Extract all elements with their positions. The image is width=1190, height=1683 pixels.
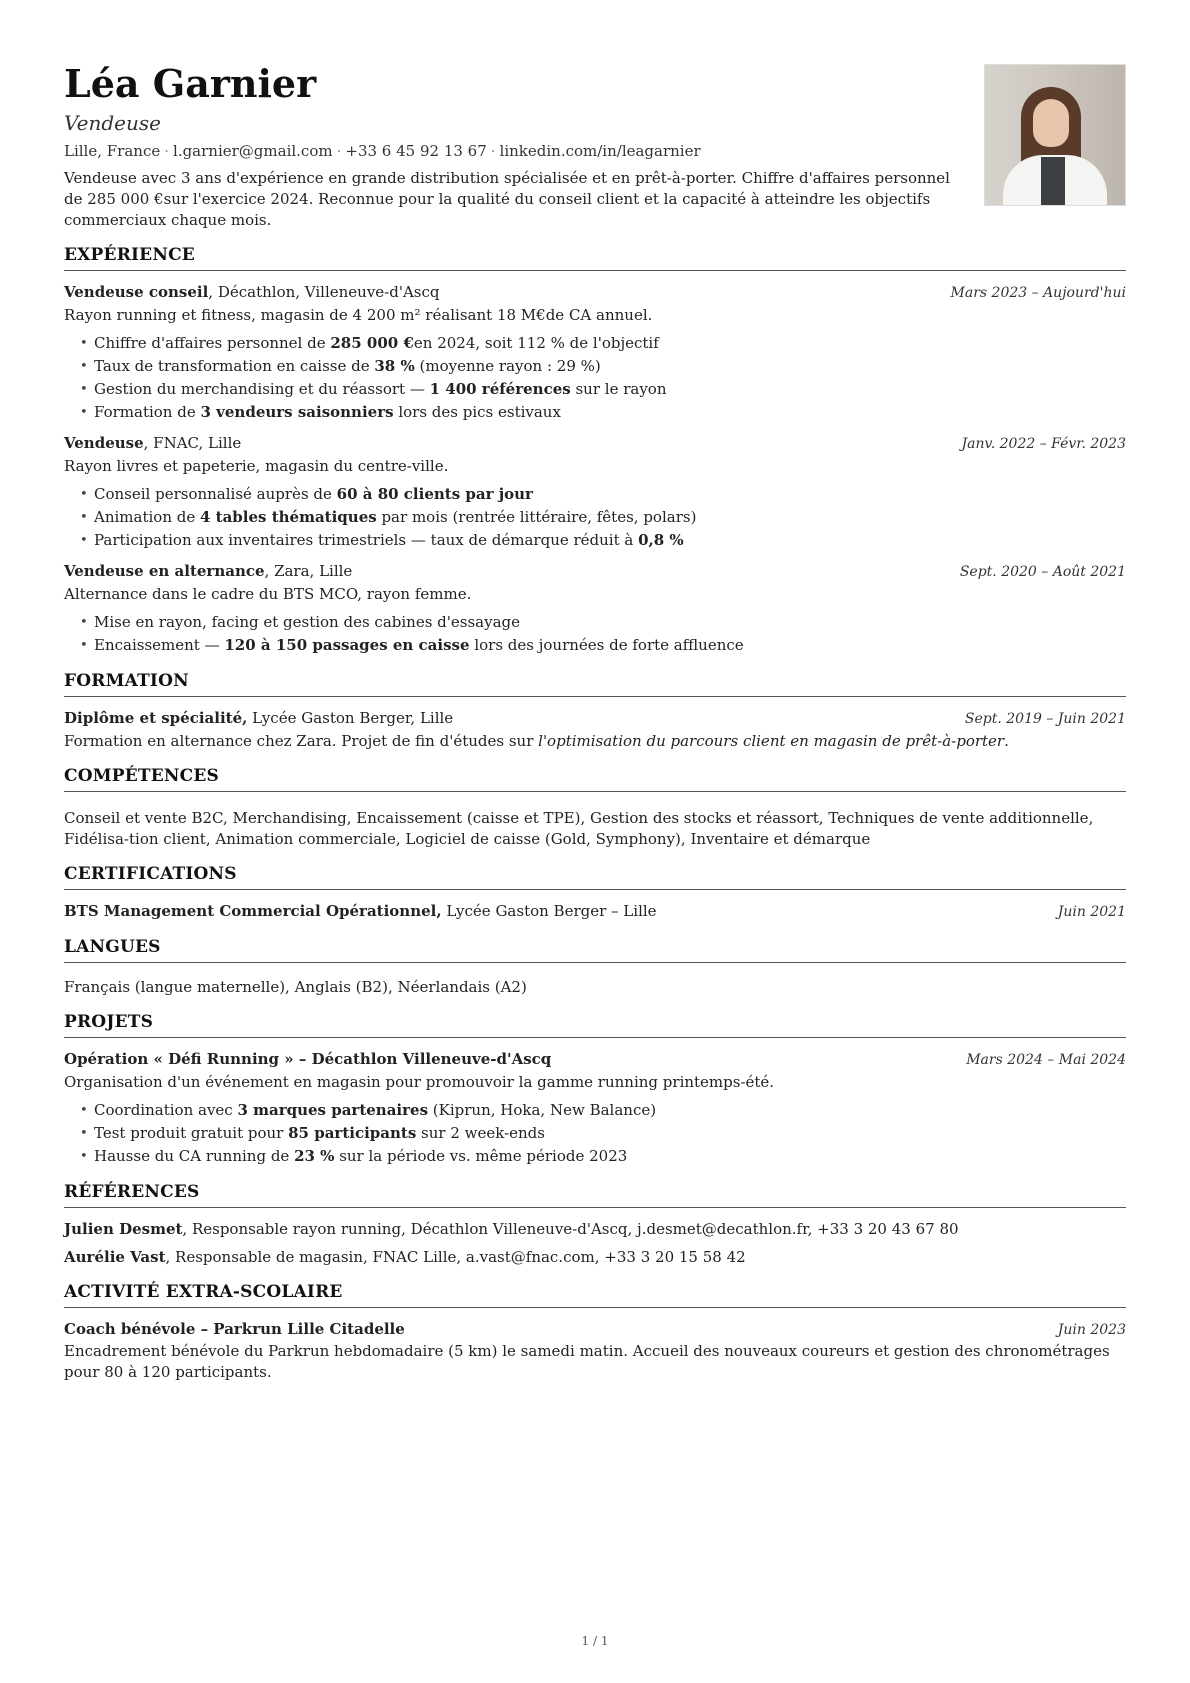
list-item: • Participation aux inventaires trimestriels — taux de démarque réduit à 0,8 % — [94, 529, 1126, 552]
list-item: • Animation de 4 tables thématiques par mois (rentrée littéraire, fêtes, polars) — [94, 506, 1126, 529]
section-skills — [64, 764, 1126, 850]
section-title: ACTIVITÉ EXTRA-SCOLAIRE — [64, 1280, 1126, 1308]
list-item: • Hausse du CA running de 23 % sur la période vs. même période 2023 — [94, 1145, 1126, 1168]
section-title: COMPÉTENCES — [64, 764, 1126, 792]
job-description: Rayon running et fitness, magasin de 4 200 m² réalisant 18 M€de CA annuel. — [64, 306, 653, 324]
section-title: RÉFÉRENCES — [64, 1180, 1126, 1208]
education-description: Formation en alternance chez Zara. Projet de fin d'études sur l'optimisation du parcours client en magasin de prêt-à-porter. — [64, 732, 1009, 750]
profile-summary: Vendeuse avec 3 ans d'expérience en grande distribution spécialisée et en prêt-à-porter. Chiffre d'affaires personnel de 285 000 €sur l'exercice 2024. Reconnue pour la qualité du conseil client et la capacité à atteindre les objectifs commerciaux chaque mois. — [64, 169, 950, 229]
project-entry — [64, 1048, 1126, 1168]
job-role: Vendeuse — [64, 434, 144, 452]
separator: · — [164, 142, 170, 160]
reference-name: Julien Desmet — [64, 1220, 183, 1238]
entry-header — [64, 560, 1126, 583]
job-org: , Zara, Lille — [264, 562, 353, 580]
list-item: • Chiffre d'affaires personnel de 285 000 €en 2024, soit 112 % de l'objectif — [94, 332, 1126, 355]
languages-list: Français (langue maternelle), Anglais (B2), Néerlandais (A2) — [64, 978, 527, 996]
reference-entry — [64, 1246, 1126, 1268]
list-item: • Conseil personnalisé auprès de 60 à 80 clients par jour — [94, 483, 1126, 506]
experience-entry — [64, 281, 1126, 424]
list-item: • Mise en rayon, facing et gestion des cabines d'essayage — [94, 611, 1126, 634]
entry-header — [64, 1048, 1126, 1071]
section-title: LANGUES — [64, 935, 1126, 963]
job-date: Sept. 2020 – Août 2021 — [959, 564, 1126, 580]
section-title: FORMATION — [64, 669, 1126, 697]
job-bullets — [64, 611, 1126, 657]
job-date: Mars 2023 – Aujourd'hui — [950, 285, 1126, 301]
activity-description: Encadrement bénévole du Parkrun hebdomadaire (5 km) le samedi matin. Accueil des nouveaux coureurs et gestion des chronométrages pour 80 à 120 participants. — [64, 1342, 1110, 1381]
contact-location: Lille, France — [64, 142, 161, 160]
candidate-role: Vendeuse — [64, 111, 161, 135]
section-title: EXPÉRIENCE — [64, 243, 1126, 271]
list-item: • Formation de 3 vendeurs saisonniers lors des pics estivaux — [94, 401, 1126, 424]
degree-name: Diplôme et spécialité, — [64, 709, 248, 727]
entry-header — [64, 281, 1126, 304]
certification-org: Lycée Gaston Berger – Lille — [441, 902, 657, 920]
job-date: Janv. 2022 – Févr. 2023 — [961, 436, 1126, 452]
project-description: Organisation d'un événement en magasin pour promouvoir la gamme running printemps-été. — [64, 1073, 775, 1091]
section-title: CERTIFICATIONS — [64, 862, 1126, 890]
activity-date: Juin 2023 — [1057, 1322, 1126, 1338]
reference-entry — [64, 1218, 1126, 1240]
section-languages — [64, 935, 1126, 998]
section-title: PROJETS — [64, 1010, 1126, 1038]
list-item: • Test produit gratuit pour 85 participants sur 2 week-ends — [94, 1122, 1126, 1145]
experience-entry — [64, 560, 1126, 657]
certification-entry — [64, 900, 1126, 923]
job-role: Vendeuse en alternance — [64, 562, 265, 580]
section-references — [64, 1180, 1126, 1268]
certification-date: Juin 2021 — [1057, 904, 1126, 920]
education-entry — [64, 707, 1126, 752]
activity-entry — [64, 1318, 1126, 1383]
entry-header — [64, 432, 1126, 455]
contact-linkedin[interactable]: linkedin.com/in/leagarnier — [499, 142, 701, 160]
skills-list: Conseil et vente B2C, Merchandising, Encaissement (caisse et TPE), Gestion des stocks et réassort, Techniques de vente additionnelle, Fidélisa-tion client, Animation commerciale, Logiciel de caisse (Gold, Symphony), Inventaire et démarque — [64, 809, 1094, 848]
section-certifications — [64, 862, 1126, 923]
reference-name: Aurélie Vast — [64, 1248, 166, 1266]
entry-header — [64, 707, 1126, 730]
reference-details: , Responsable de magasin, FNAC Lille, a.vast@fnac.com, +33 3 20 15 58 42 — [165, 1248, 746, 1266]
contact-phone: +33 6 45 92 13 67 — [345, 142, 487, 160]
resume-header — [64, 60, 1126, 231]
section-experience — [64, 243, 1126, 657]
list-item: • Gestion du merchandising et du réassort — 1 400 références sur le rayon — [94, 378, 1126, 401]
job-role: Vendeuse conseil — [64, 283, 209, 301]
job-bullets — [64, 483, 1126, 552]
project-bullets — [64, 1099, 1126, 1168]
job-org: , Décathlon, Villeneuve-d'Ascq — [208, 283, 440, 301]
separator: · — [490, 142, 496, 160]
contact-line — [64, 140, 1126, 162]
list-item: • Taux de transformation en caisse de 38 % (moyenne rayon : 29 %) — [94, 355, 1126, 378]
separator: · — [336, 142, 342, 160]
education-date: Sept. 2019 – Juin 2021 — [964, 711, 1126, 727]
resume-content — [64, 60, 1126, 1391]
job-description: Rayon livres et papeterie, magasin du centre-ville. — [64, 457, 449, 475]
contact-email[interactable]: l.garnier@gmail.com — [173, 142, 333, 160]
section-education — [64, 669, 1126, 752]
section-projects — [64, 1010, 1126, 1168]
list-item: • Coordination avec 3 marques partenaires (Kiprun, Hoka, New Balance) — [94, 1099, 1126, 1122]
section-extracurricular — [64, 1280, 1126, 1383]
entry-header — [64, 1318, 1126, 1341]
experience-entry — [64, 432, 1126, 552]
job-description: Alternance dans le cadre du BTS MCO, rayon femme. — [64, 585, 472, 603]
activity-name: Coach bénévole – Parkrun Lille Citadelle — [64, 1320, 405, 1338]
profile-photo — [984, 64, 1126, 206]
list-item: • Encaissement — 120 à 150 passages en caisse lors des journées de forte affluence — [94, 634, 1126, 657]
project-name: Opération « Défi Running » – Décathlon Villeneuve-d'Ascq — [64, 1050, 552, 1068]
candidate-name: Léa Garnier — [64, 61, 317, 106]
job-bullets — [64, 332, 1126, 424]
reference-details: , Responsable rayon running, Décathlon Villeneuve-d'Ascq, j.desmet@decathlon.fr, +33 3 20 43 67 80 — [182, 1220, 959, 1238]
job-org: , FNAC, Lille — [143, 434, 242, 452]
certification-name: BTS Management Commercial Opérationnel, — [64, 902, 442, 920]
school-name: Lycée Gaston Berger, Lille — [247, 709, 454, 727]
project-date: Mars 2024 – Mai 2024 — [966, 1052, 1126, 1068]
page-number: 1 / 1 — [581, 1634, 609, 1648]
